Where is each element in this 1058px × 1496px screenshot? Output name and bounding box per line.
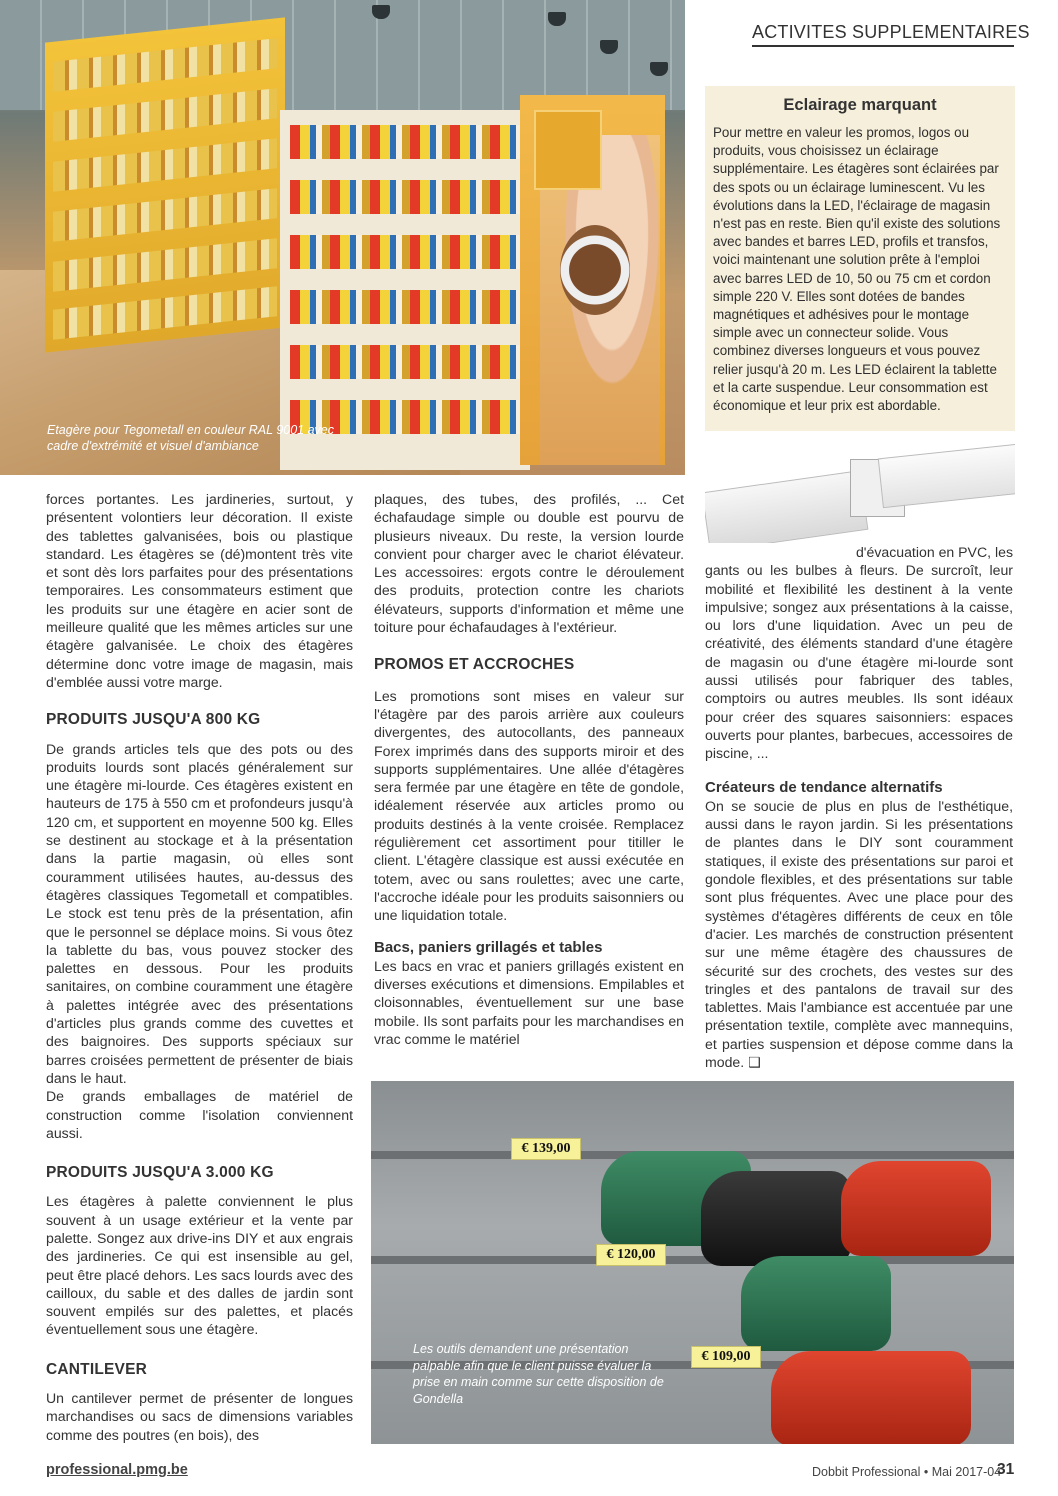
- ceiling-lamp: [650, 62, 668, 76]
- shelf-photo: [0, 0, 685, 475]
- led-bar-image: [705, 431, 1015, 543]
- subheading: Créateurs de tendance alternatifs: [705, 778, 943, 796]
- led-bar: [878, 444, 1015, 508]
- price-tag: € 139,00: [511, 1138, 581, 1160]
- drill-image: [771, 1351, 971, 1444]
- photo-caption: Etagère pour Tegometall en couleur RAL 9001 avec cadre d'extrémité et visuel d'ambiance: [47, 423, 334, 453]
- paragraph: De grands emballages de matériel de construction comme l'isolation conviennent aussi.: [46, 1088, 353, 1141]
- paragraph: plaques, des tubes, des profilés, ... Cet échafaudage simple ou double est pourvu de plusieurs niveaux. Du reste, la version lourde convient pour charger avec le chariot élévateur. Les accessoires: ergots contre le déroulement des produits, protection contre les chariots élévateurs, supports d'information et même une toiture pour échafaudages à l'extérieur.: [374, 491, 684, 636]
- ceiling-lamp: [372, 5, 390, 19]
- footer-site-link[interactable]: professional.pmg.be: [46, 1462, 188, 1478]
- heading: CANTILEVER: [46, 1360, 148, 1378]
- heading: PRODUITS JUSQU'A 800 KG: [46, 711, 261, 729]
- drill-image: [841, 1161, 991, 1256]
- column-1: [46, 490, 353, 1444]
- drill-image: [701, 1171, 851, 1266]
- paragraph: Les promotions sont mises en valeur sur l'étagère par des parois arrière aux couleurs divergentes, des autocollants, des panneaux Forex imprimés dans des supports miroir et des supports supplémentaires. Une allée d'étagères sera fermée par une étagère en tête de gondole, idéalement réservée aux articles promo ou produits destinés à la vente croisée. Remplacez régulièrement cet assortiment pour titiller le client. L'étagère classique est aussi exécutée en totem, avec ou sans roulettes; avec une carte, l'accroche idéale pour les produits saisonniers ou une liquidation totale.: [374, 687, 684, 924]
- paragraph: d'évacuation en PVC, les: [855, 544, 1013, 560]
- subheading: Bacs, paniers grillagés et tables: [374, 938, 603, 956]
- side-shelf: [45, 17, 285, 352]
- drill-image: [741, 1256, 891, 1351]
- section-header: ACTIVITES SUPPLEMENTAIRES: [752, 22, 1030, 42]
- ceiling-lamp: [600, 40, 618, 54]
- paragraph: De grands articles tels que des pots ou des produits lourds sont placés généralement sur une étagère mi-lourde. Ces étagères existent en hauteurs de 175 à 550 cm et profondeurs jusqu'à 120 cm, et supportent en moyenne 500 kg. Elles se destinent au stockage et à la présentation dans la partie magasin, où elles sont couramment utilisées hautes, au-dessus des étagères classiques Tegometall et compatibles. Le stock est tenu près de la présentation, afin que le personnel se déplace moins. Si vous ôtez la tablette du bas, vous pouvez stocker des palettes en dessous. Pour les produits sanitaires, on combine couramment une étagère à palettes intégrée avec des présentations d'articles plus grands comme des cuvettes et des baignoires. Des supports spéciaux sur barres croisées permettent de présenter de biais dans le haut.: [46, 740, 353, 1086]
- header-rule: [752, 45, 1014, 47]
- paragraph: Les étagères à palette conviennent le plus souvent à un usage extérieur et la vente par palette. Songez aux drive-ins DIY et aux engrais des jardineries. Ce qui est insensible au gel, peut être placé dehors. Les sacs lourds avec des cailloux, du sable et des dalles de jardin sont souvent empilés sur des palettes, et placés éventuellement sous une étagère.: [46, 1193, 353, 1338]
- paragraph: gants ou les bulbes à fleurs. De surcroît, leur mobilité et flexibilité les destinent à la vente impulsive; songez aux présentations à la caisse, ou lors d'une liquidation. Avec un peu de créativité, des éléments standard d'une étagère de magasin ou d'une étagère mi-lourde sont aussi utilisés pour fabriquer des tables, comptoirs ou autres meubles. Ils sont idéaux pour créer des squares saisonniers: espaces ouverts pour plantes, barbecues, accessoires de piscine, ...: [705, 562, 1013, 762]
- sidebar-title: Eclairage marquant: [783, 96, 937, 114]
- end-panel-visual: [520, 95, 665, 465]
- panel-sign: [534, 110, 602, 190]
- heading: PRODUITS JUSQU'A 3.000 KG: [46, 1164, 274, 1182]
- muffin-image: [560, 225, 630, 315]
- front-shelf: [280, 110, 530, 470]
- page-number: 31: [997, 1461, 1015, 1478]
- paragraph: Les bacs en vrac et paniers grillagés existent en diverses exécutions et dimensions. Empilables et cloisonnables, éventuellement sur une base mobile. Ils sont parfaits pour les marchandises en vrac comme le matériel: [374, 957, 684, 1048]
- heading: PROMOS ET ACCROCHES: [374, 656, 575, 674]
- footer-publication: Dobbit Professional • Mai 2017-04: [812, 1465, 1002, 1479]
- sidebar-body: Pour mettre en valeur les promos, logos ou produits, vous choisissez un éclairage supplémentaire. Les étagères sont éclairées par des spots ou un éclairage luminescent. Vu les évolutions dans la LED, l'éclairage de magasin n'est pas en reste. Bien qu'il existe des solutions avec bandes et barres LED, profils et transfos, voici maintenant une solution prête à l'emploi avec barres LED de 10, 50 ou 75 cm et cordon simple 220 V. Elles sont dotées de bandes magnétiques et adhésives pour le montage simple avec un connecteur solide. Vous combinez diverses longueurs et vous pouvez relier jusqu'à 20 m. Les LED éclairent la tablette et la carte suspendue. Leur consommation est économique et leur prix est abordable.: [713, 125, 1001, 414]
- paragraph: forces portantes. Les jardineries, surtout, y présentent volontiers leur décoration. Il existe des tablettes galvanisées, bois ou plastique standard. Les étagères se (dé)montent très vite et sont dès lors parfaites pour des présentations temporaires. Les consommateurs estiment que les produits sur une étagère en acier sont de meilleure qualité que les mêmes articles sur une étagère galvanisée. Le choix des étagères détermine donc votre image de magasin, mais d'emblée aussi votre marge.: [46, 491, 353, 690]
- display-rail: [371, 1256, 1014, 1264]
- led-bar: [705, 470, 868, 543]
- price-tag: € 120,00: [596, 1244, 666, 1266]
- price-tag: € 109,00: [691, 1346, 761, 1368]
- column-2: [374, 490, 684, 1048]
- sidebar-box: [705, 86, 1015, 431]
- ceiling-lamp: [548, 12, 566, 26]
- photo-caption: Les outils demandent une présentation palpable afin que le client puisse évaluer la prise en main comme sur cette disposition de Gondella: [413, 1342, 664, 1406]
- paragraph: Un cantilever permet de présenter de longues marchandises ou sacs de dimensions variables comme des poutres (en bois), des: [46, 1390, 353, 1443]
- paragraph: On se soucie de plus en plus de l'esthétique, aussi dans le rayon jardin. Si les présentations de plantes dans le DIY sont couramment statiques, il existe des présentations sur paroi et gondole flexibles, et des présentations sur table sont plus fréquentes. Avec une place pour des systèmes d'étagères différents de ceux en tôle d'acier. Les marchés de construction présentent sur une même étagère des chaussures de sécurité sur des crochets, des vestes sur des tringles et des pantalons de travail sur des tablettes. Mais l'ambiance est accentuée par une présentation textile, complète avec mannequins, et parties suspension et dépose comme dans la mode. ❑: [705, 797, 1013, 1071]
- column-3: [705, 543, 1013, 1071]
